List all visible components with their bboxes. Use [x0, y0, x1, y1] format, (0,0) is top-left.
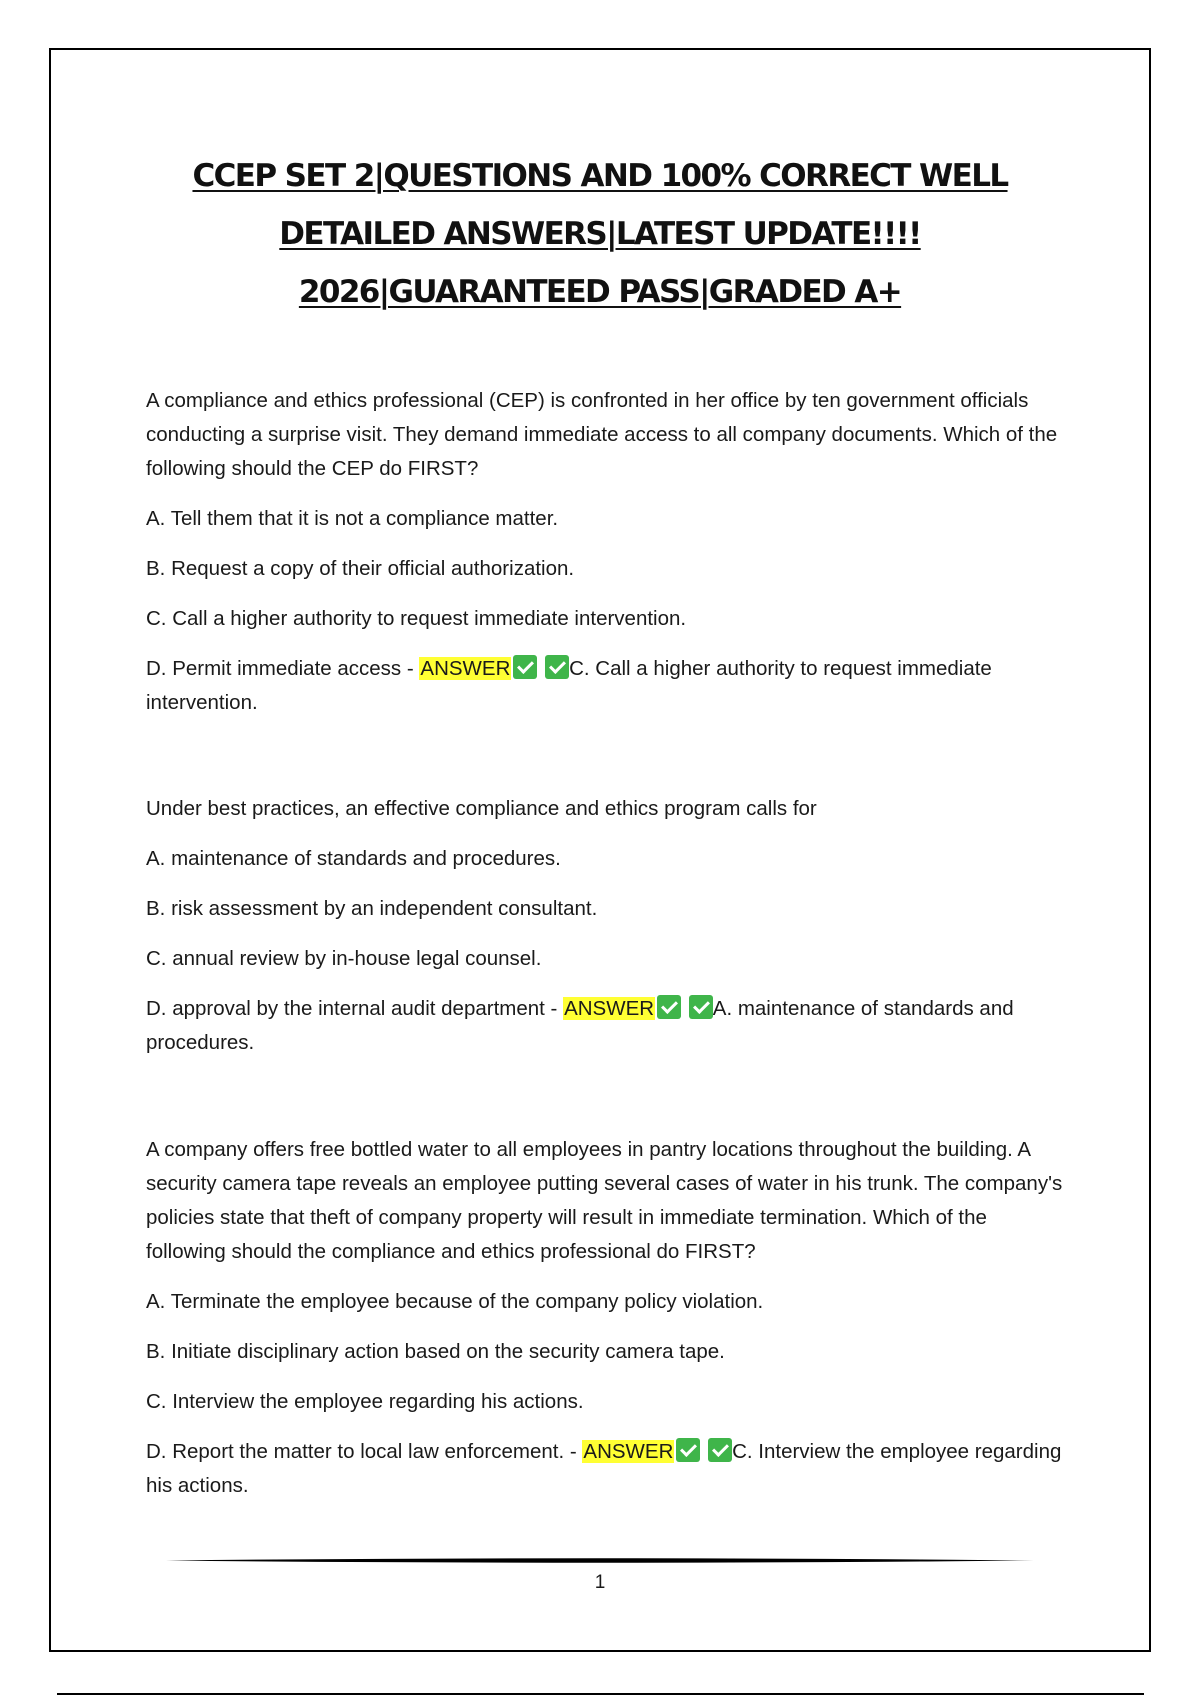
next-page-edge	[57, 1693, 1144, 1695]
check-mark-icon	[513, 655, 537, 679]
option-a: A. Terminate the employee because of the company policy violation.	[146, 1290, 764, 1313]
answer-label: ANSWER	[564, 997, 655, 1020]
document-title	[100, 147, 1100, 321]
title-line-2: DETAILED ANSWERS|LATEST UPDATE!!!!	[279, 216, 921, 252]
answer-text: A. maintenance of standards and procedures.	[146, 997, 1014, 1054]
check-mark-icon	[708, 1438, 732, 1462]
option-d-with-answer	[146, 652, 1066, 720]
page-number: 1	[594, 1572, 606, 1593]
option-d: D. Permit immediate access -	[146, 657, 420, 680]
option-b: B. Initiate disciplinary action based on the security camera tape.	[146, 1340, 725, 1363]
question-block-3	[146, 1133, 1066, 1503]
option-a: A. Tell them that it is not a compliance matter.	[146, 507, 559, 530]
answer-text: C. Call a higher authority to request immediate intervention.	[146, 657, 992, 714]
option-c: C. annual review by in-house legal counsel.	[146, 947, 542, 970]
option-d-with-answer	[146, 992, 1066, 1060]
option-d: D. Report the matter to local law enforcement. -	[146, 1440, 583, 1463]
check-mark-icon	[657, 995, 681, 1019]
option-b: B. Request a copy of their official authorization.	[146, 557, 575, 580]
answer-label: ANSWER	[583, 1440, 674, 1463]
option-d-with-answer	[146, 1435, 1066, 1503]
check-mark-icon	[689, 995, 713, 1019]
option-c: C. Call a higher authority to request immediate intervention.	[146, 607, 687, 630]
answer-label: ANSWER	[420, 657, 511, 680]
title-line-3: 2026|GUARANTEED PASS|GRADED A+	[298, 274, 902, 310]
question-stem: A company offers free bottled water to all employees in pantry locations throughout the building. A security camera tape reveals an employee putting several cases of water in his trunk. The company's policies state that theft of company property will result in immediate termination. Which of the following should the compliance and ethics professional do FIRST?	[146, 1138, 1063, 1263]
title-line-1: CCEP SET 2|QUESTIONS AND 100% CORRECT WELL	[192, 158, 1008, 194]
answer-text: C. Interview the employee regarding his actions.	[146, 1440, 1062, 1497]
check-mark-icon	[545, 655, 569, 679]
question-stem: Under best practices, an effective compliance and ethics program calls for	[146, 797, 817, 820]
question-stem: A compliance and ethics professional (CEP) is confronted in her office by ten government officials conducting a surprise visit. They demand immediate access to all company documents. Which of the following should the CEP do FIRST?	[146, 389, 1058, 480]
question-block-1	[146, 384, 1066, 720]
option-c: C. Interview the employee regarding his actions.	[146, 1390, 584, 1413]
check-mark-icon	[676, 1438, 700, 1462]
question-block-2	[146, 792, 1066, 1060]
option-d: D. approval by the internal audit department -	[146, 997, 564, 1020]
option-a: A. maintenance of standards and procedures.	[146, 847, 561, 870]
option-b: B. risk assessment by an independent consultant.	[146, 897, 598, 920]
footer-divider	[166, 1557, 1034, 1564]
